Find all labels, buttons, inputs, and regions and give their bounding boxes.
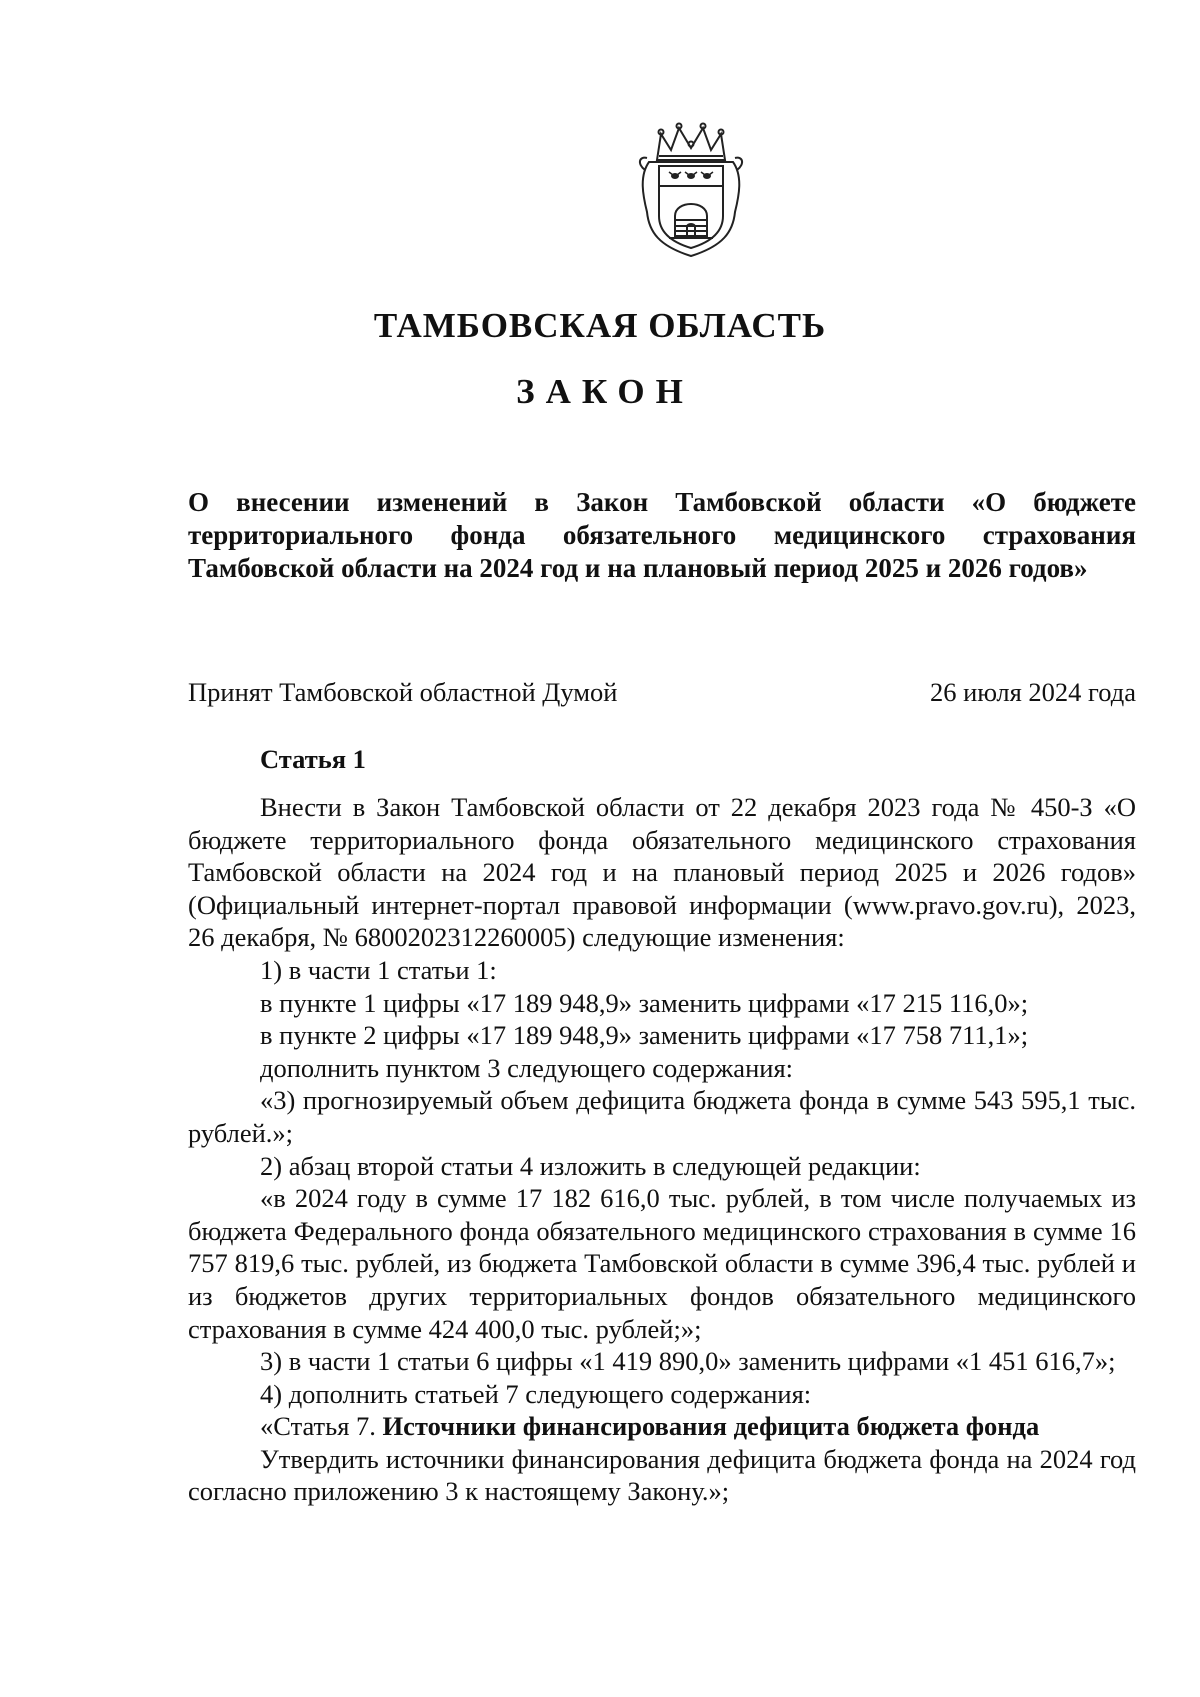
item-4: 4) дополнить статьей 7 следующего содержания:: [260, 1378, 812, 1409]
item-1-point-1: в пункте 1 цифры «17 189 948,9» заменить цифрами «17 215 116,0»;: [260, 987, 1029, 1018]
law-title: О внесении изменений в Закон Тамбовской области «О бюджете территориального фонда обязательного медицинского страхования Тамбовской области на 2024 год и на плановый период 2025 и 2026 годов»: [188, 487, 1136, 583]
article-7-title: Источники финансирования дефицита бюджета фонда: [382, 1411, 1040, 1442]
article-intro: Внести в Закон Тамбовской области от 22 декабря 2023 года № 450-З «О бюджете территориального фонда обязательного медицинского страхования Тамбовской области на 2024 год и на плановый период 2025 и 2026 годов» (Официальный интернет-портал правовой информации (www.pravo.gov.ru), 2023, 26 декабря, № 6800202312260005) следующие изменения:: [188, 792, 1136, 953]
item-1-point-3-text: «3) прогнозируемый объем дефицита бюджета фонда в сумме 543 595,1 тыс. рублей.»;: [188, 1085, 1136, 1148]
article-7-prefix: «Статья 7.: [260, 1411, 383, 1442]
document-type-heading: ЗАКОН: [516, 372, 694, 411]
adopted-by: Принят Тамбовской областной Думой: [188, 677, 618, 707]
article-7-text: Утвердить источники финансирования дефицита бюджета фонда на 2024 год согласно приложению 3 к настоящему Закону.»;: [188, 1443, 1136, 1507]
item-1-point-3: дополнить пунктом 3 следующего содержания:: [260, 1052, 793, 1083]
article-heading: Статья 1: [260, 744, 366, 774]
adoption-line: [188, 677, 1136, 711]
item-1: 1) в части 1 статьи 1:: [260, 954, 497, 985]
item-3: 3) в части 1 статьи 6 цифры «1 419 890,0» заменить цифрами «1 451 616,7»;: [260, 1346, 1116, 1377]
article-body: [188, 791, 1136, 1508]
coat-of-arms-icon: [635, 120, 747, 260]
region-heading: ТАМБОВСКАЯ ОБЛАСТЬ: [373, 306, 827, 345]
item-1-point-2: в пункте 2 цифры «17 189 948,9» заменить цифрами «17 758 711,1»;: [260, 1020, 1029, 1051]
item-2-text: «в 2024 году в сумме 17 182 616,0 тыс. рублей, в том числе получаемых из бюджета Федерального фонда обязательного медицинского страхования в сумме 16 757 819,6 тыс. рублей, из бюджета Тамбовской области в сумме 396,4 тыс. рублей и из бюджетов других территориальных фондов обязательного медицинского страхования в сумме 424 400,0 тыс. рублей;»;: [188, 1183, 1136, 1344]
adoption-date: 26 июля 2024 года: [929, 677, 1136, 707]
item-2: 2) абзац второй статьи 4 изложить в следующей редакции:: [260, 1150, 921, 1181]
article-7-heading: [188, 1410, 1136, 1443]
